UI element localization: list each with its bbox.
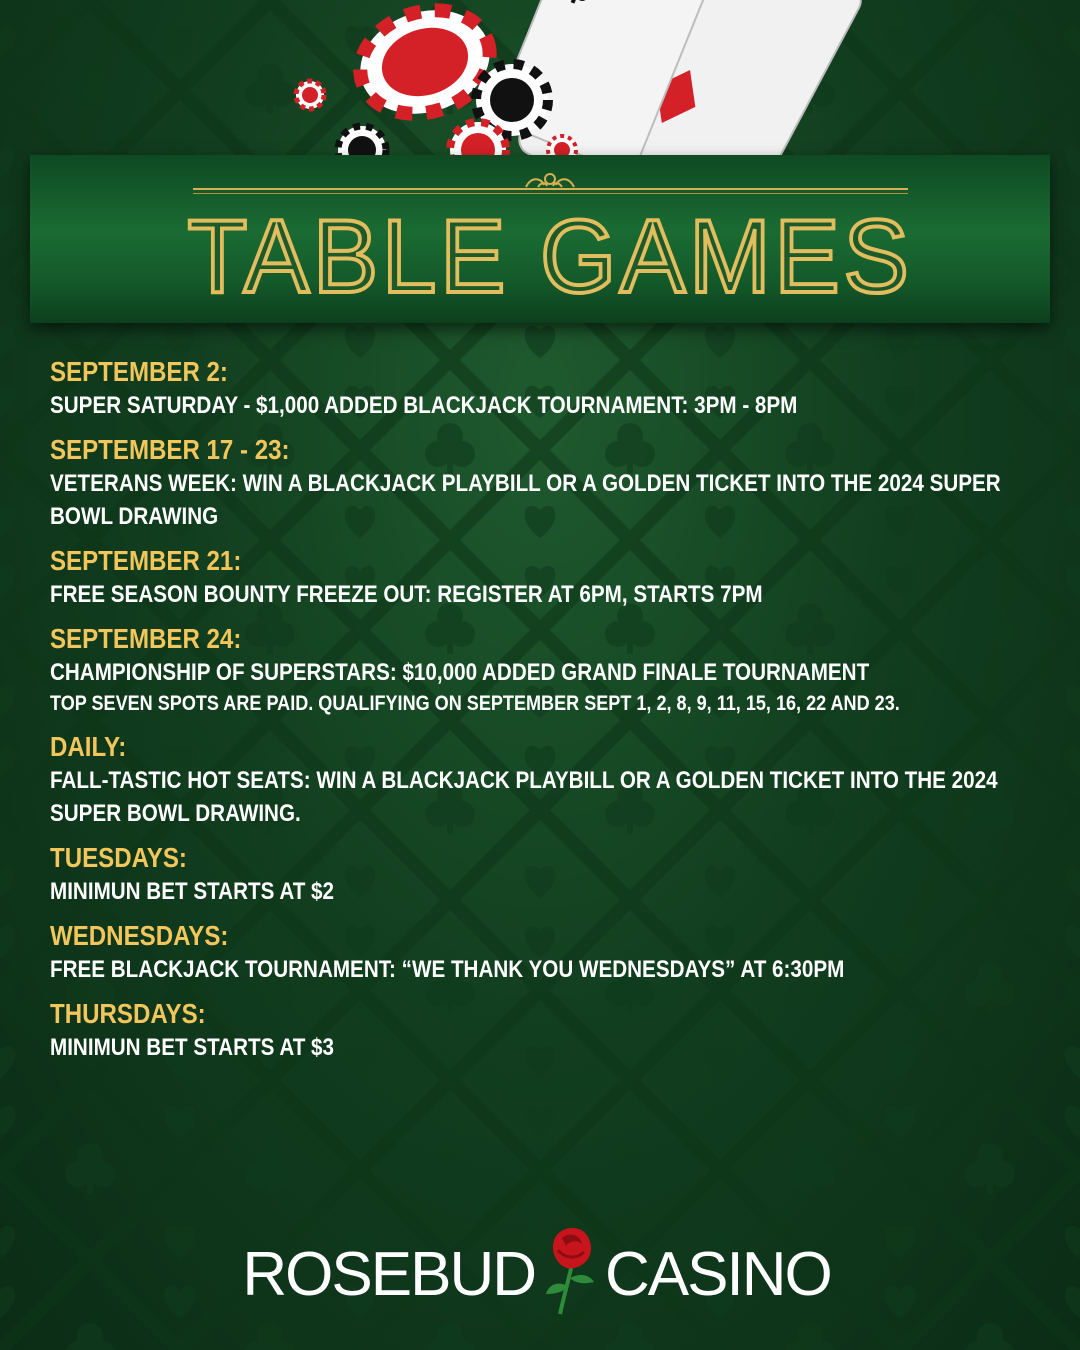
chips-and-cards-illustration xyxy=(0,0,1080,170)
event-item xyxy=(50,622,1050,719)
event-date: SEPTEMBER 21: xyxy=(50,545,242,576)
logo-word-casino: CASINO xyxy=(605,1240,831,1309)
event-note: TOP SEVEN SPOTS ARE PAID. QUALIFYING ON SEPTEMBER SEPT 1, 2, 8, 9, 11, 15, 16, 22 AND 23. xyxy=(50,692,900,715)
banner-title xyxy=(0,200,1080,310)
banner-title-text: TABLE GAMES xyxy=(187,200,913,310)
event-date: SEPTEMBER 24: xyxy=(50,623,242,654)
event-date: THURSDAYS: xyxy=(50,998,206,1029)
event-item xyxy=(50,919,1050,986)
event-description: MINIMUN BET STARTS AT $2 xyxy=(50,878,335,905)
event-item xyxy=(50,997,1050,1064)
event-date: SEPTEMBER 17 - 23: xyxy=(50,434,290,465)
rosebud-casino-logo xyxy=(0,1222,1080,1322)
event-date: DAILY: xyxy=(50,731,127,762)
event-item xyxy=(50,355,1050,422)
gold-ornament-icon xyxy=(520,165,580,193)
rose-icon xyxy=(538,1224,608,1316)
event-date: SEPTEMBER 2: xyxy=(50,356,228,387)
event-item xyxy=(50,433,1050,533)
event-description: CHAMPIONSHIP OF SUPERSTARS: $10,000 ADDED GRAND FINALE TOURNAMENT xyxy=(50,659,870,686)
event-date: TUESDAYS: xyxy=(50,842,187,873)
event-item xyxy=(50,544,1050,611)
event-item xyxy=(50,730,1050,830)
event-date: WEDNESDAYS: xyxy=(50,920,229,951)
event-item xyxy=(50,841,1050,908)
gold-divider-bottom xyxy=(193,193,908,194)
event-description: SUPER SATURDAY - $1,000 ADDED BLACKJACK TOURNAMENT: 3PM - 8PM xyxy=(50,392,798,419)
event-description: FREE SEASON BOUNTY FREEZE OUT: REGISTER AT 6PM, STARTS 7PM xyxy=(50,581,763,608)
event-description: FALL-TASTIC HOT SEATS: WIN A BLACKJACK PLAYBILL OR A GOLDEN TICKET INTO THE 2024 SUPER BOWL DRAWING. xyxy=(50,767,998,827)
poker-chip-icon xyxy=(296,81,324,109)
logo-word-rosebud: ROSEBUD xyxy=(242,1240,535,1309)
event-schedule xyxy=(50,355,1050,1075)
event-description: MINIMUN BET STARTS AT $3 xyxy=(50,1034,335,1061)
event-description: FREE BLACKJACK TOURNAMENT: “WE THANK YOU WEDNESDAYS” AT 6:30PM xyxy=(50,956,845,983)
event-description: VETERANS WEEK: WIN A BLACKJACK PLAYBILL OR A GOLDEN TICKET INTO THE 2024 SUPER BOWL DRAWING xyxy=(50,470,1001,530)
